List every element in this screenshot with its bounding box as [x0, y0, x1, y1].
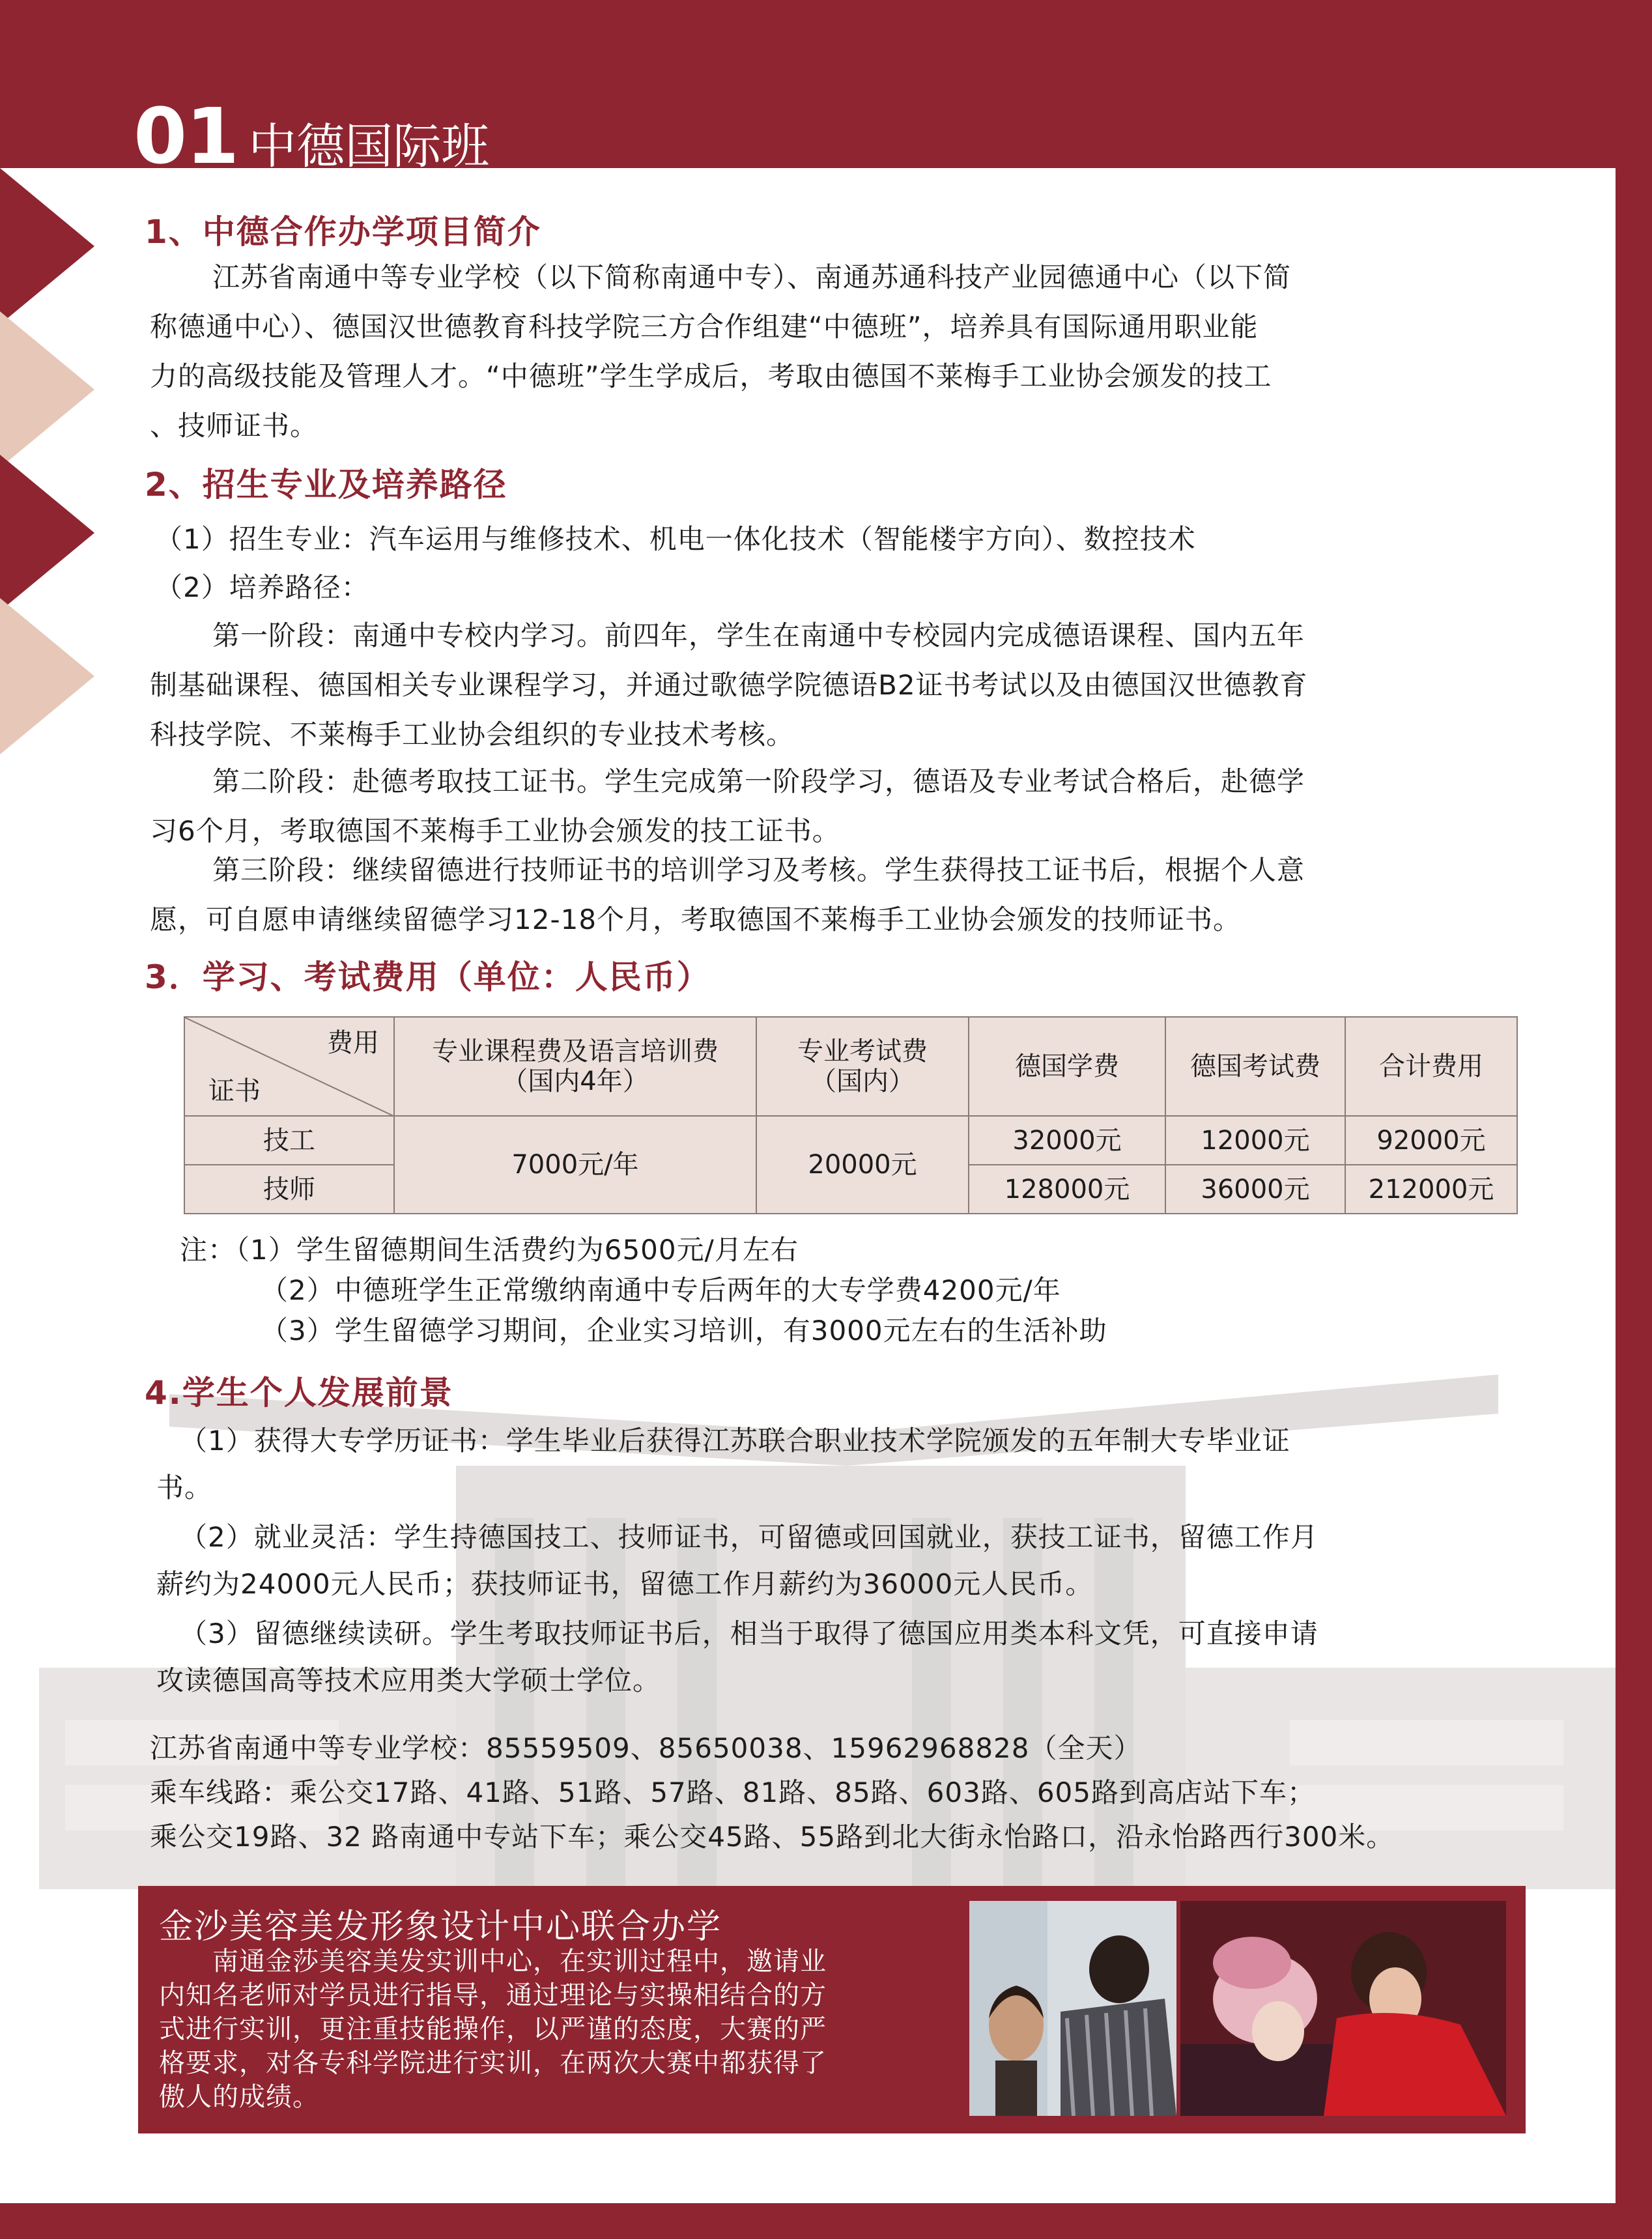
contact-route: 乘公交19路、32 路南通中专站下车；乘公交45路、55路到北大街永怡路口，沿永怡路西行300米。 — [150, 1821, 1395, 1853]
prospect-line: 书。 — [156, 1472, 213, 1504]
header-line: （国内） — [810, 1066, 915, 1096]
partner-line: 傲人的成绩。 — [159, 2082, 319, 2112]
german-tuition: 32000元 — [969, 1116, 1165, 1165]
header-exam-fee — [756, 1017, 969, 1116]
stage2 — [150, 757, 1511, 856]
stage-line: 第一阶段：南通中专校内学习。前四年，学生在南通中专校园内完成德语课程、国内五年 — [212, 620, 1305, 651]
header-total: 合计费用 — [1345, 1017, 1517, 1116]
stage-line: 制基础课程、德国相关专业课程学习，并通过歌德学院德语B2证书考试以及由德国汉世德教育 — [150, 669, 1308, 701]
prospect-line: 攻读德国高等技术应用类大学硕士学位。 — [156, 1664, 661, 1696]
section1-heading: 1、中德合作办学项目简介 — [145, 213, 541, 251]
note-line: （2）中德班学生正常缴纳南通中专后两年的大专学费4200元/年 — [261, 1274, 1061, 1306]
intro-line: 江苏省南通中等专业学校（以下简称南通中专）、南通苏通科技产业园德通中心（以下简 — [212, 261, 1292, 293]
fee-table — [184, 1016, 1518, 1214]
header-german-exam: 德国考试费 — [1165, 1017, 1345, 1116]
prospect-item — [156, 1418, 1518, 1511]
stage-line: 愿，可自愿申请继续留德学习12-18个月，考取德国不莱梅手工业协会颁发的技师证书。 — [150, 904, 1242, 935]
stage-line: 第二阶段：赴德考取技工证书。学生完成第一阶段学习，德语及专业考试合格后，赴德学 — [212, 765, 1305, 797]
stage1 — [150, 611, 1511, 760]
partner-text — [159, 1945, 960, 2114]
table-row — [184, 1116, 1517, 1165]
prospect-line: （1）获得大专学历证书：学生毕业后获得江苏联合职业技术学院颁发的五年制大专毕业证 — [180, 1425, 1290, 1457]
path-label: （2）培养路径： — [155, 571, 369, 603]
section-number: 01 — [134, 91, 238, 181]
stage-line: 科技学院、不莱梅手工业协会组织的专业技术考核。 — [150, 719, 795, 750]
note-line: （3）学生留德学习期间，企业实习培训，有3000元左右的生活补助 — [261, 1315, 1107, 1347]
header-line: 专业考试费 — [797, 1036, 928, 1066]
section1-intro — [150, 253, 1511, 451]
stage3 — [150, 846, 1511, 945]
section4-heading: 4.学生个人发展前景 — [145, 1374, 453, 1412]
partner-line: 内知名老师对学员进行指导，通过理论与实操相结合的方 — [159, 1980, 827, 2010]
header-line: 专业课程费及语言培训费 — [432, 1036, 719, 1066]
header-course-fee — [394, 1017, 756, 1116]
table-header-row — [184, 1017, 1517, 1116]
intro-line: 、技师证书。 — [150, 410, 319, 442]
row-label: 技工 — [184, 1116, 394, 1165]
partner-line: 格要求，对各专科学院进行实训，在两次大赛中都获得了 — [159, 2048, 827, 2078]
partner-line: 式进行实训，更注重技能操作，以严谨的态度，大赛的严 — [159, 2014, 827, 2044]
contact-phone: 江苏省南通中等专业学校：85559509、85650038、15962968828（全天） — [150, 1732, 1142, 1764]
total: 92000元 — [1345, 1116, 1517, 1165]
prospect-line: （2）就业灵活：学生持德国技工、技师证书，可留德或回国就业，获技工证书，留德工作月 — [180, 1521, 1318, 1553]
prospect-item — [156, 1514, 1518, 1608]
section2-heading: 2、招生专业及培养路径 — [145, 466, 507, 504]
prospect-item — [156, 1610, 1518, 1704]
stage-line: 第三阶段：继续留德进行技师证书的培训学习及考核。学生获得技工证书后，根据个人意 — [212, 854, 1305, 886]
prospect-line: （3）留德继续读研。学生考取技师证书后，相当于取得了德国应用类本科文凭，可直接申请 — [180, 1618, 1318, 1649]
partner-line: 南通金莎美容美发实训中心，在实训过程中，邀请业 — [212, 1947, 827, 1976]
footer-band — [0, 2203, 1652, 2239]
stage-line: 习6个月，考取德国不莱梅手工业协会颁发的技工证书。 — [150, 815, 840, 847]
chevron-dark-icon — [0, 455, 94, 611]
header-line: （国内4年） — [502, 1066, 649, 1096]
partner-title: 金沙美容美发形象设计中心联合办学 — [159, 1907, 722, 1947]
intro-line: 力的高级技能及管理人才。“中德班”学生学成后，考取由德国不莱梅手工业协会颁发的技工 — [150, 360, 1272, 392]
corner-cell — [184, 1017, 394, 1116]
section-title: 中德国际班 — [248, 119, 490, 175]
section3-heading: 3．学习、考试费用（单位：人民币） — [145, 958, 711, 996]
corner-bottom-label: 证书 — [208, 1076, 261, 1106]
note-line: 注：（1）学生留德期间生活费约为6500元/月左右 — [180, 1234, 799, 1266]
chevron-dark-icon — [0, 168, 94, 324]
right-border — [1616, 0, 1652, 2239]
contact-route: 乘车线路：乘公交17路、41路、51路、57路、81路、85路、603路、605路到高店站下车； — [150, 1776, 1315, 1808]
shared-exam-fee: 20000元 — [756, 1116, 969, 1214]
german-exam: 36000元 — [1165, 1165, 1345, 1214]
german-tuition: 128000元 — [969, 1165, 1165, 1214]
header-german-tuition: 德国学费 — [969, 1017, 1165, 1116]
german-exam: 12000元 — [1165, 1116, 1345, 1165]
training-photo — [969, 1901, 1176, 2116]
page-title — [134, 91, 489, 181]
corner-top-label: 费用 — [327, 1028, 379, 1058]
contest-photo — [1180, 1901, 1506, 2116]
row-label: 技师 — [184, 1165, 394, 1214]
majors-line: （1）招生专业：汽车运用与维修技术、机电一体化技术（智能楼宇方向）、数控技术 — [155, 523, 1196, 555]
shared-course-fee: 7000元/年 — [394, 1116, 756, 1214]
intro-line: 称德通中心）、德国汉世德教育科技学院三方合作组建“中德班”，培养具有国际通用职业能 — [150, 311, 1259, 343]
chevron-light-icon — [0, 598, 94, 754]
chevron-light-icon — [0, 311, 94, 468]
total: 212000元 — [1345, 1165, 1517, 1214]
prospect-line: 薪约为24000元人民币；获技师证书，留德工作月薪约为36000元人民币。 — [156, 1568, 1094, 1600]
